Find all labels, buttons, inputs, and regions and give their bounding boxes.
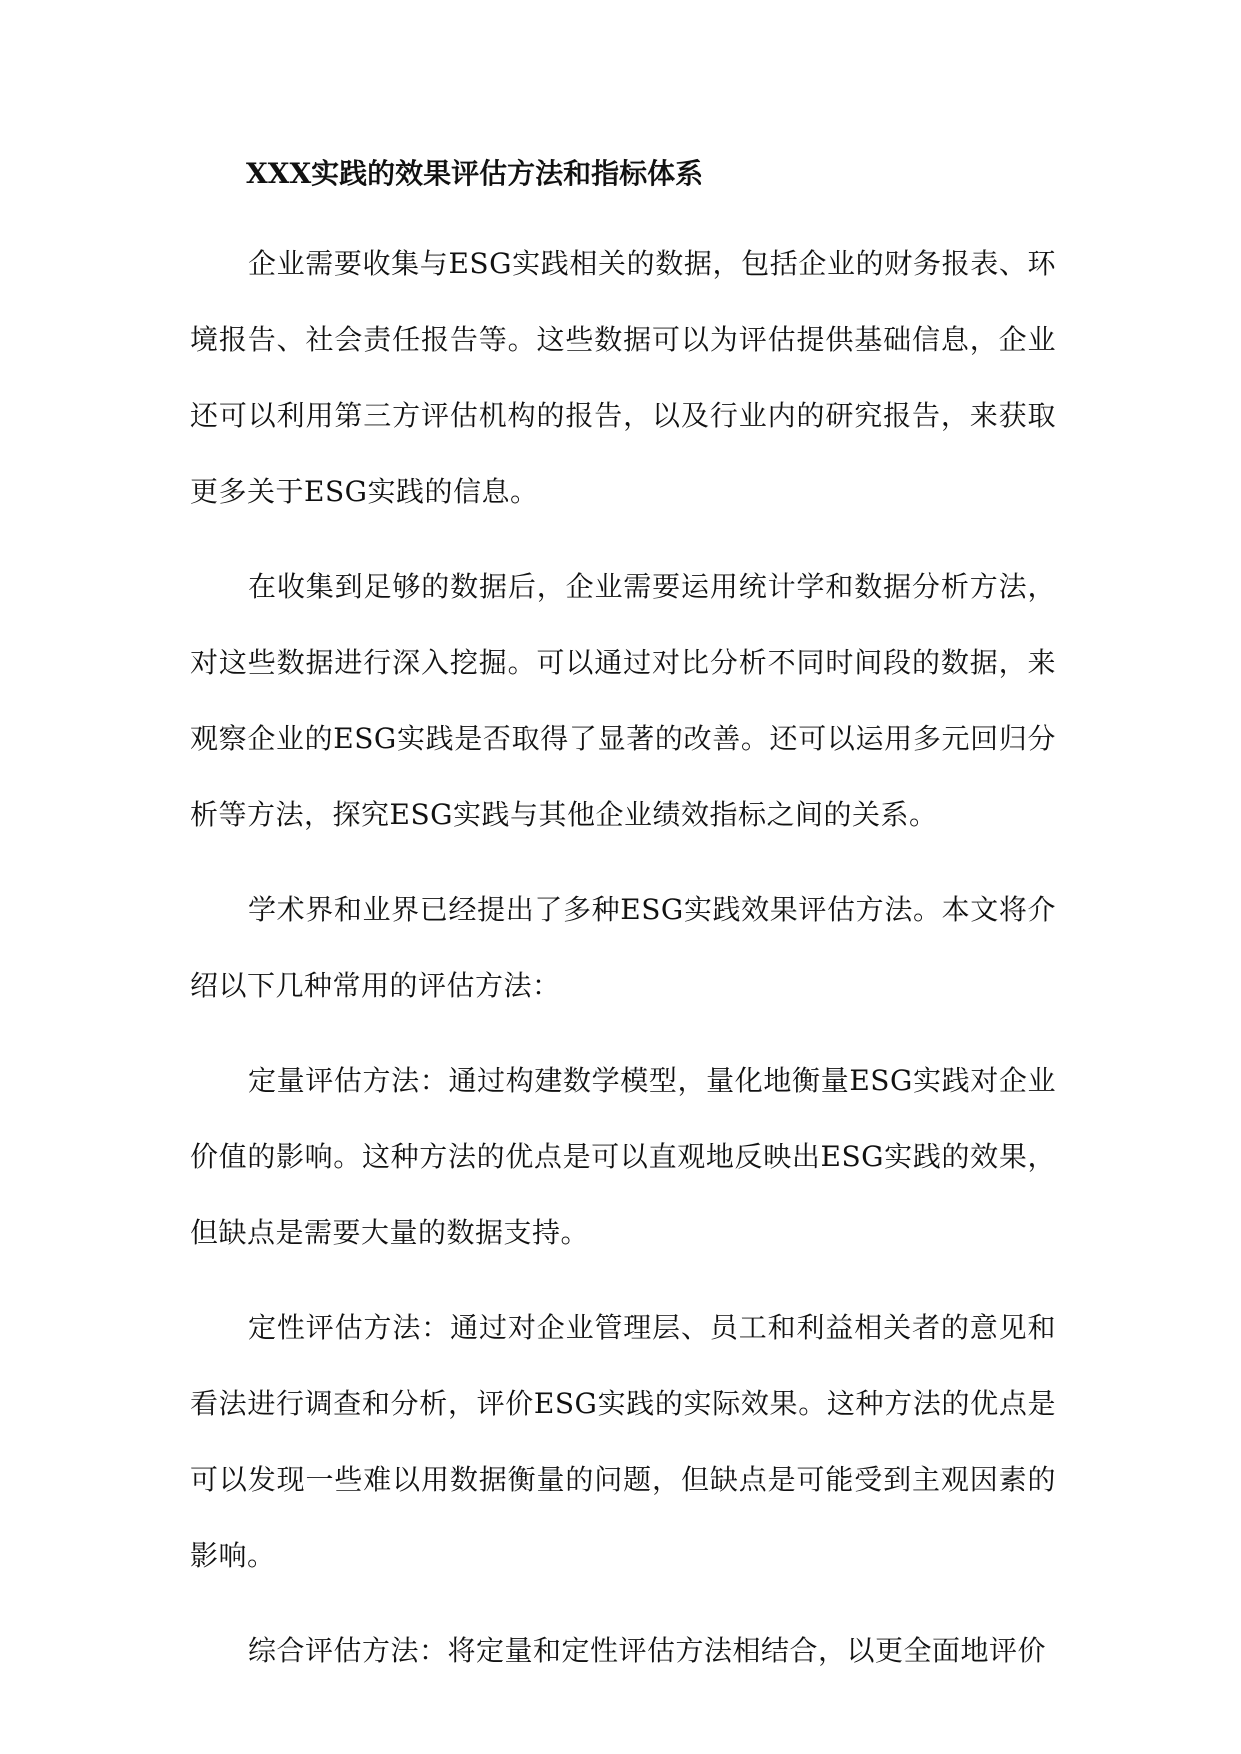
- document-body: [190, 150, 1056, 1708]
- paragraph-quantitative-method: 定量评估方法：通过构建数学模型，量化地衡量ESG实践对企业价值的影响。这种方法的优点是可以直观地反映出ESG实践的效果，但缺点是需要大量的数据支持。: [190, 1064, 1056, 1249]
- paragraph-data-collection: 企业需要收集与ESG实践相关的数据，包括企业的财务报表、环境报告、社会责任报告等。这些数据可以为评估提供基础信息，企业还可以利用第三方评估机构的报告，以及行业内的研究报告，来获取更多关于ESG实践的信息。: [190, 247, 1056, 508]
- paragraph-methods-intro: 学术界和业界已经提出了多种ESG实践效果评估方法。本文将介绍以下几种常用的评估方法：: [190, 893, 1056, 1002]
- paragraph-integrated-method: 综合评估方法：将定量和定性评估方法相结合，以更全面地评价: [248, 1634, 1047, 1667]
- document-title: XXX实践的效果评估方法和指标体系: [246, 157, 704, 190]
- paragraph-data-analysis: 在收集到足够的数据后，企业需要运用统计学和数据分析方法，对这些数据进行深入挖掘。可以通过对比分析不同时间段的数据，来观察企业的ESG实践是否取得了显著的改善。还可以运用多元回归分析等方法，探究ESG实践与其他企业绩效指标之间的关系。: [190, 570, 1056, 831]
- paragraph-qualitative-method: 定性评估方法：通过对企业管理层、员工和利益相关者的意见和看法进行调查和分析，评价ESG实践的实际效果。这种方法的优点是可以发现一些难以用数据衡量的问题，但缺点是可能受到主观因素的影响。: [190, 1311, 1056, 1572]
